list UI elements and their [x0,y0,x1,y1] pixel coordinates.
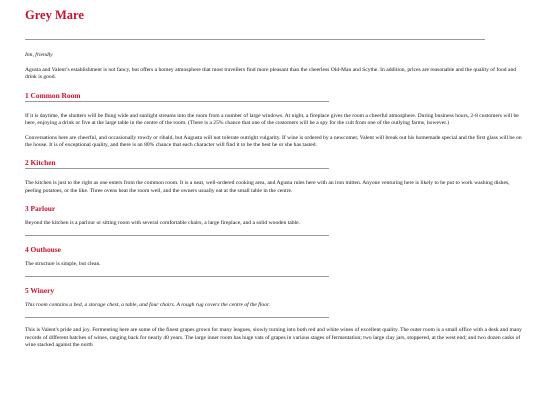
section-outhouse [25,245,526,277]
section-paragraph: Beyond the kitchen is a parlour or sitting room with several comfortable chairs, a large fireplace, and a solid wooden table. [25,219,300,226]
section-paragraph: Conversations here are cheerful, and occasionally rowdy or ribald, but Augusta will not tolerate outright vulgarity. If wine is ordered by a newcomer, Valent will break out his homemade special and the first glass will be on the house. It is of exceptional quality, and there is an 80% chance that each character will find it to be the best he or she has tasted. [25,135,522,149]
intro-paragraph: Agusta and Valent’s establishment is not fancy, but offers a homey atmosphere that most travellers find more pleasant than the cheerless Old-Man and Scythe. In addition, prices are reasonable and the quality of food and drink is good. [25,67,517,81]
section-divider [25,168,329,169]
section-italic-note: This room contains a bed, a storage chest, a table, and four chairs. A rough rug covers the centre of the floor. [25,302,270,309]
section-heading: 1 Common Room [25,90,81,100]
location-tag: Inn, friendly [25,52,53,58]
section-kitchen [25,158,526,194]
section-divider [25,235,329,236]
section-paragraph: This is Valent's pride and joy. Fermenting here are some of the finest grapes grown for many leagues, slowly turning into both red and white wines of excellent quality. The outer room is a small office with a desk and many records of different batches of wines, ranging back for nearly 40 years. The large inner room has huge vats of grapes in various stages of fermentation; two large clay jars, stoppered, at the west end; and two dozen casks of wine stacked against the north [25,327,522,348]
section-paragraph: The kitchen is just to the right as one enters from the common room. It is a neat, well-ordered cooking area, and Agusta rules here with an iron mitten. Anyone venturing here is likely to be put to work washing dishes, peeling potatoes, or the like. Three ovens heat the room well, and the owners usually eat at the small table in the centre. [25,180,510,194]
section-divider [25,101,329,102]
section-winery [25,286,526,349]
page-title: Grey Mare [25,8,84,22]
section-divider [25,276,329,277]
section-paragraph: If it is daytime, the shutters will be flung wide and sunlight streams into the room from a number of large windows. At night, a fireplace gives the room a cheerful atmosphere. During business hours, 2-8 customers will be here, enjoying a drink or five at the large table in the centre of the room. (There is a 25% chance that one of the customers will be a spy for the cult from one of the outlying farms, however.) [25,112,519,126]
section-heading: 5 Winery [25,286,55,296]
section-divider [25,317,329,318]
section-heading: 2 Kitchen [25,158,56,168]
section-common-room [25,91,526,150]
section-heading: 3 Parlour [25,203,56,213]
section-paragraph: The structure is simple, but clean. [25,261,101,268]
section-parlour [25,204,526,236]
section-heading: 4 Outhouse [25,245,61,255]
title-divider [25,39,485,40]
